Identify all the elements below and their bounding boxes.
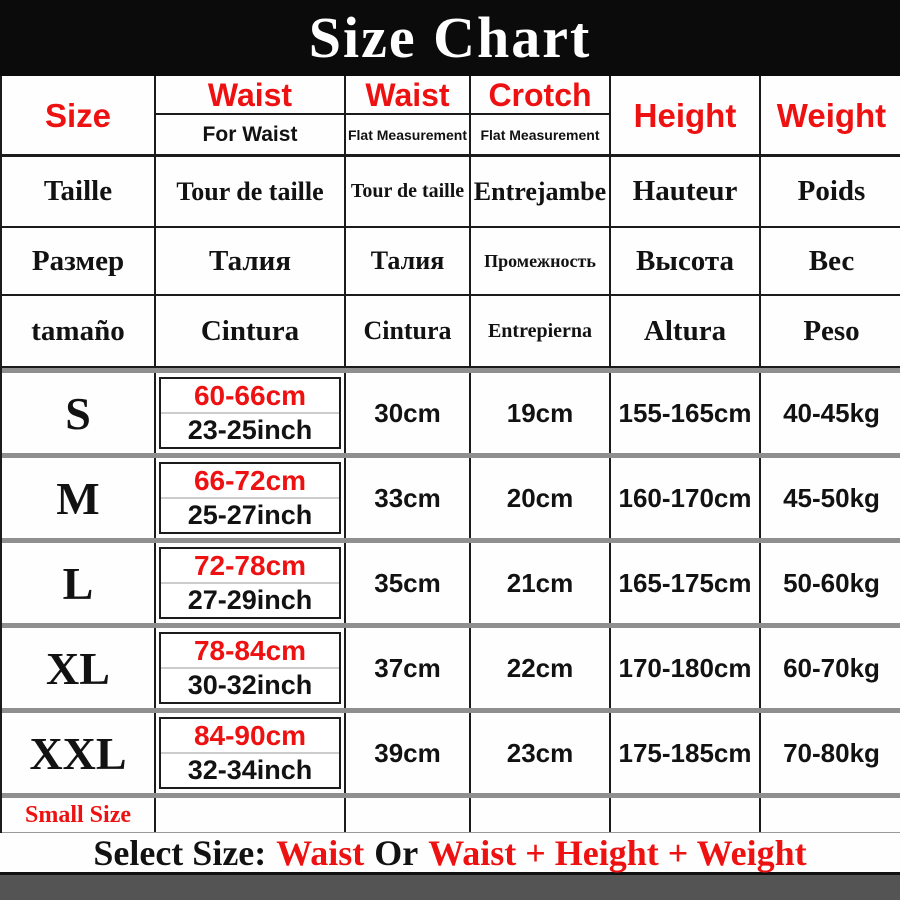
height-value: 160-170cm <box>609 458 759 538</box>
height-value: 170-180cm <box>609 628 759 708</box>
waist-flat-value: 30cm <box>344 373 469 453</box>
waist-flat-value: 39cm <box>344 713 469 793</box>
translation-crotch: Entrepierna <box>469 296 609 366</box>
crotch-value: 21cm <box>469 543 609 623</box>
page-title: Size Chart <box>308 5 592 70</box>
size-label: L <box>62 557 94 609</box>
header-waist-label: Waist <box>156 76 344 115</box>
table-header-row <box>2 76 900 157</box>
translation-waist: Cintura <box>154 296 344 366</box>
translation-height: Hauteur <box>609 157 759 226</box>
translation-height: Высота <box>609 228 759 294</box>
waist-cm-value: 66-72cm <box>161 464 339 499</box>
translation-weight: Вес <box>759 228 900 294</box>
waist-range-box <box>159 462 341 534</box>
waist-range-box <box>159 632 341 704</box>
header-crotch-label: Crotch <box>471 76 609 115</box>
waist-cm-value: 60-66cm <box>161 379 339 414</box>
empty-cell <box>609 798 759 832</box>
header-crotch-cell <box>469 76 609 154</box>
bottom-band <box>0 872 900 900</box>
translation-crotch: Промежность <box>469 228 609 294</box>
header-size-cell: Size <box>44 96 112 134</box>
translation-crotch: Entrejambe <box>469 157 609 226</box>
translation-waist-flat: Талия <box>344 228 469 294</box>
size-row-xl <box>2 623 900 708</box>
height-value: 155-165cm <box>609 373 759 453</box>
translation-height: Altura <box>609 296 759 366</box>
size-label: XXL <box>29 727 127 779</box>
weight-value: 50-60kg <box>759 543 900 623</box>
crotch-value: 22cm <box>469 628 609 708</box>
height-value: 175-185cm <box>609 713 759 793</box>
header-waist-flat-label: Waist <box>346 76 469 115</box>
crotch-value: 20cm <box>469 458 609 538</box>
translation-size: Taille <box>43 175 113 207</box>
crotch-value: 23cm <box>469 713 609 793</box>
size-row-s <box>2 368 900 453</box>
size-row-xxl <box>2 708 900 793</box>
combo-option: Waist + Height + Weight <box>428 832 807 873</box>
small-size-row <box>2 793 900 833</box>
translation-waist: Tour de taille <box>154 157 344 226</box>
weight-value: 45-50kg <box>759 458 900 538</box>
waist-inch-value: 23-25inch <box>187 415 313 445</box>
size-label: XL <box>46 642 110 694</box>
waist-range-cell <box>154 458 344 538</box>
header-height-cell: Height <box>609 76 759 154</box>
translation-waist: Талия <box>154 228 344 294</box>
waist-range-box <box>159 717 341 789</box>
size-row-l <box>2 538 900 623</box>
crotch-value: 19cm <box>469 373 609 453</box>
waist-range-cell <box>154 628 344 708</box>
header-weight-cell: Weight <box>759 76 900 154</box>
translation-size: tamaño <box>31 314 125 347</box>
empty-cell <box>154 798 344 832</box>
header-crotch-sublabel: Flat Measurement <box>480 126 600 143</box>
header-waist-forwaist-cell <box>154 76 344 154</box>
waist-cm-value: 78-84cm <box>161 634 339 669</box>
translation-waist-flat: Tour de taille <box>344 157 469 226</box>
waist-inch-value: 27-29inch <box>187 585 313 615</box>
title-banner <box>0 0 900 76</box>
weight-value: 70-80kg <box>759 713 900 793</box>
translation-row-russian <box>2 228 900 296</box>
translation-row-french <box>2 157 900 228</box>
weight-value: 60-70kg <box>759 628 900 708</box>
waist-inch-value: 30-32inch <box>187 670 313 700</box>
size-label: M <box>56 472 100 524</box>
size-table <box>0 76 900 833</box>
header-waist-flat-sublabel: Flat Measurement <box>347 126 468 143</box>
select-size-line <box>0 833 900 872</box>
translation-weight: Poids <box>759 157 900 226</box>
waist-range-cell <box>154 713 344 793</box>
waist-option: Waist <box>276 832 365 873</box>
empty-cell <box>469 798 609 832</box>
translation-size: Размер <box>31 244 125 277</box>
waist-inch-value: 32-34inch <box>187 755 313 785</box>
size-label: S <box>65 387 91 439</box>
waist-cm-value: 72-78cm <box>161 549 339 584</box>
waist-cm-value: 84-90cm <box>161 719 339 754</box>
empty-cell <box>759 798 900 832</box>
select-size-prefix: Select Size: <box>93 832 267 873</box>
size-row-m <box>2 453 900 538</box>
small-size-label: Small Size <box>25 801 131 828</box>
waist-flat-value: 33cm <box>344 458 469 538</box>
waist-range-cell <box>154 543 344 623</box>
waist-flat-value: 35cm <box>344 543 469 623</box>
waist-inch-value: 25-27inch <box>187 500 313 530</box>
header-waist-flat-cell <box>344 76 469 154</box>
waist-range-box <box>159 377 341 449</box>
header-forwaist-sublabel: For Waist <box>202 122 298 146</box>
translation-row-spanish <box>2 296 900 368</box>
empty-cell <box>344 798 469 832</box>
height-value: 165-175cm <box>609 543 759 623</box>
or-word: Or <box>374 832 419 873</box>
translation-weight: Peso <box>759 296 900 366</box>
translation-waist-flat: Cintura <box>344 296 469 366</box>
waist-range-box <box>159 547 341 619</box>
weight-value: 40-45kg <box>759 373 900 453</box>
waist-flat-value: 37cm <box>344 628 469 708</box>
waist-range-cell <box>154 373 344 453</box>
